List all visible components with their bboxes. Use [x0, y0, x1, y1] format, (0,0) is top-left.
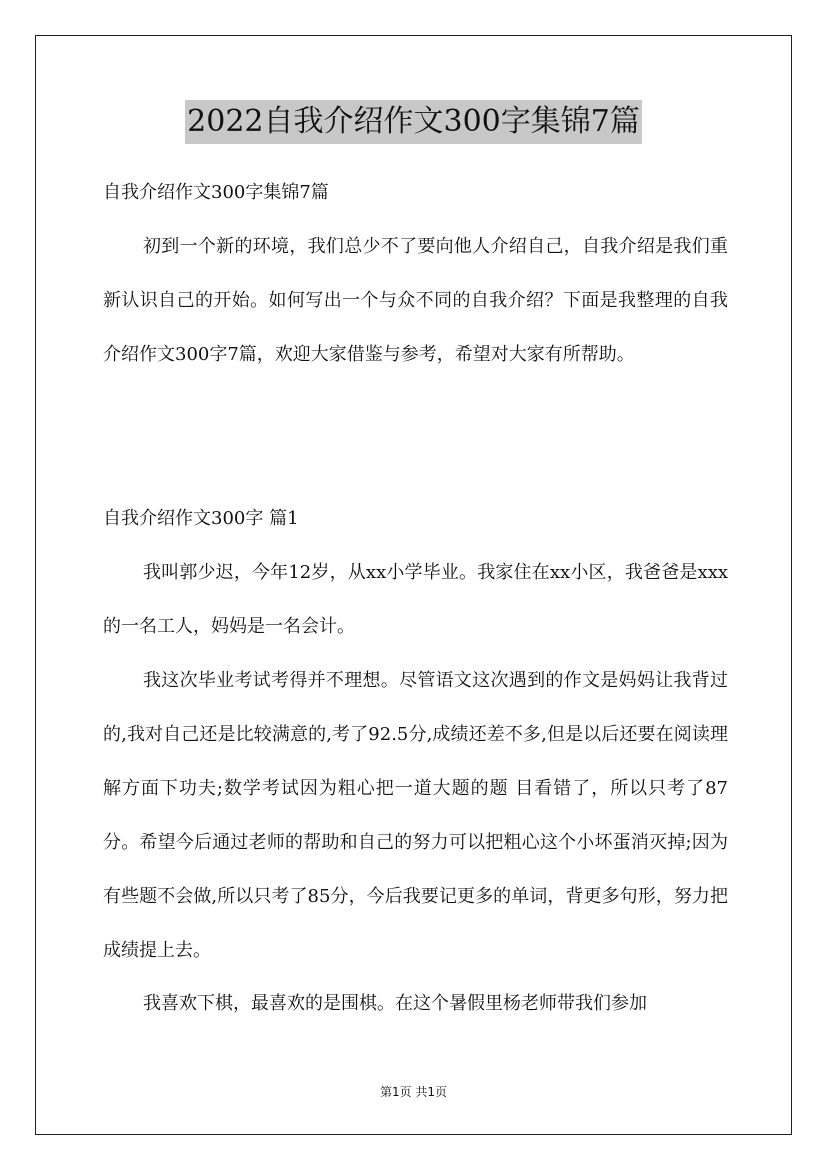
page-footer: 第1页 共1页 [379, 1085, 448, 1099]
document-subtitle: 自我介绍作文300字集锦7篇 [103, 182, 329, 203]
intro-paragraph: 初到一个新的环境，我们总少不了要向他人介绍自己，自我介绍是我们重新认识自己的开始。如何写出一个与众不同的自我介绍？下面是我整理的自我介绍作文300字7篇，欢迎大家借鉴与参考，希望对大家有所帮助。 [103, 236, 728, 365]
body-paragraph: 我叫郭少迟，今年12岁，从xx小学毕业。我家住在xx小区，我爸爸是xxx的一名工人，妈妈是一名会计。 [103, 562, 728, 637]
document-title: 2022自我介绍作文300字集锦7篇 [185, 100, 642, 144]
body-paragraph: 我这次毕业考试考得并不理想。尽管语文这次遇到的作文是妈妈让我背过的,我对自己还是比较满意的,考了92.5分,成绩还差不多,但是以后还要在阅读理解方面下功夫;数学考试因为粗心把一道大题的题 目看错了，所以只考了87分。希望今后通过老师的帮助和自己的努力可以把粗心这个小坏蛋消灭掉;因为有些题不会做,所以只考了85分，今后我要记更多的单词，背更多句形，努力把成绩提上去。 [103, 670, 728, 961]
title-container [0, 100, 827, 144]
body-paragraph: 我喜欢下棋，最喜欢的是围棋。在这个暑假里杨老师带我们参加 [143, 993, 647, 1014]
section-title: 自我介绍作文300字 篇1 [103, 508, 299, 529]
